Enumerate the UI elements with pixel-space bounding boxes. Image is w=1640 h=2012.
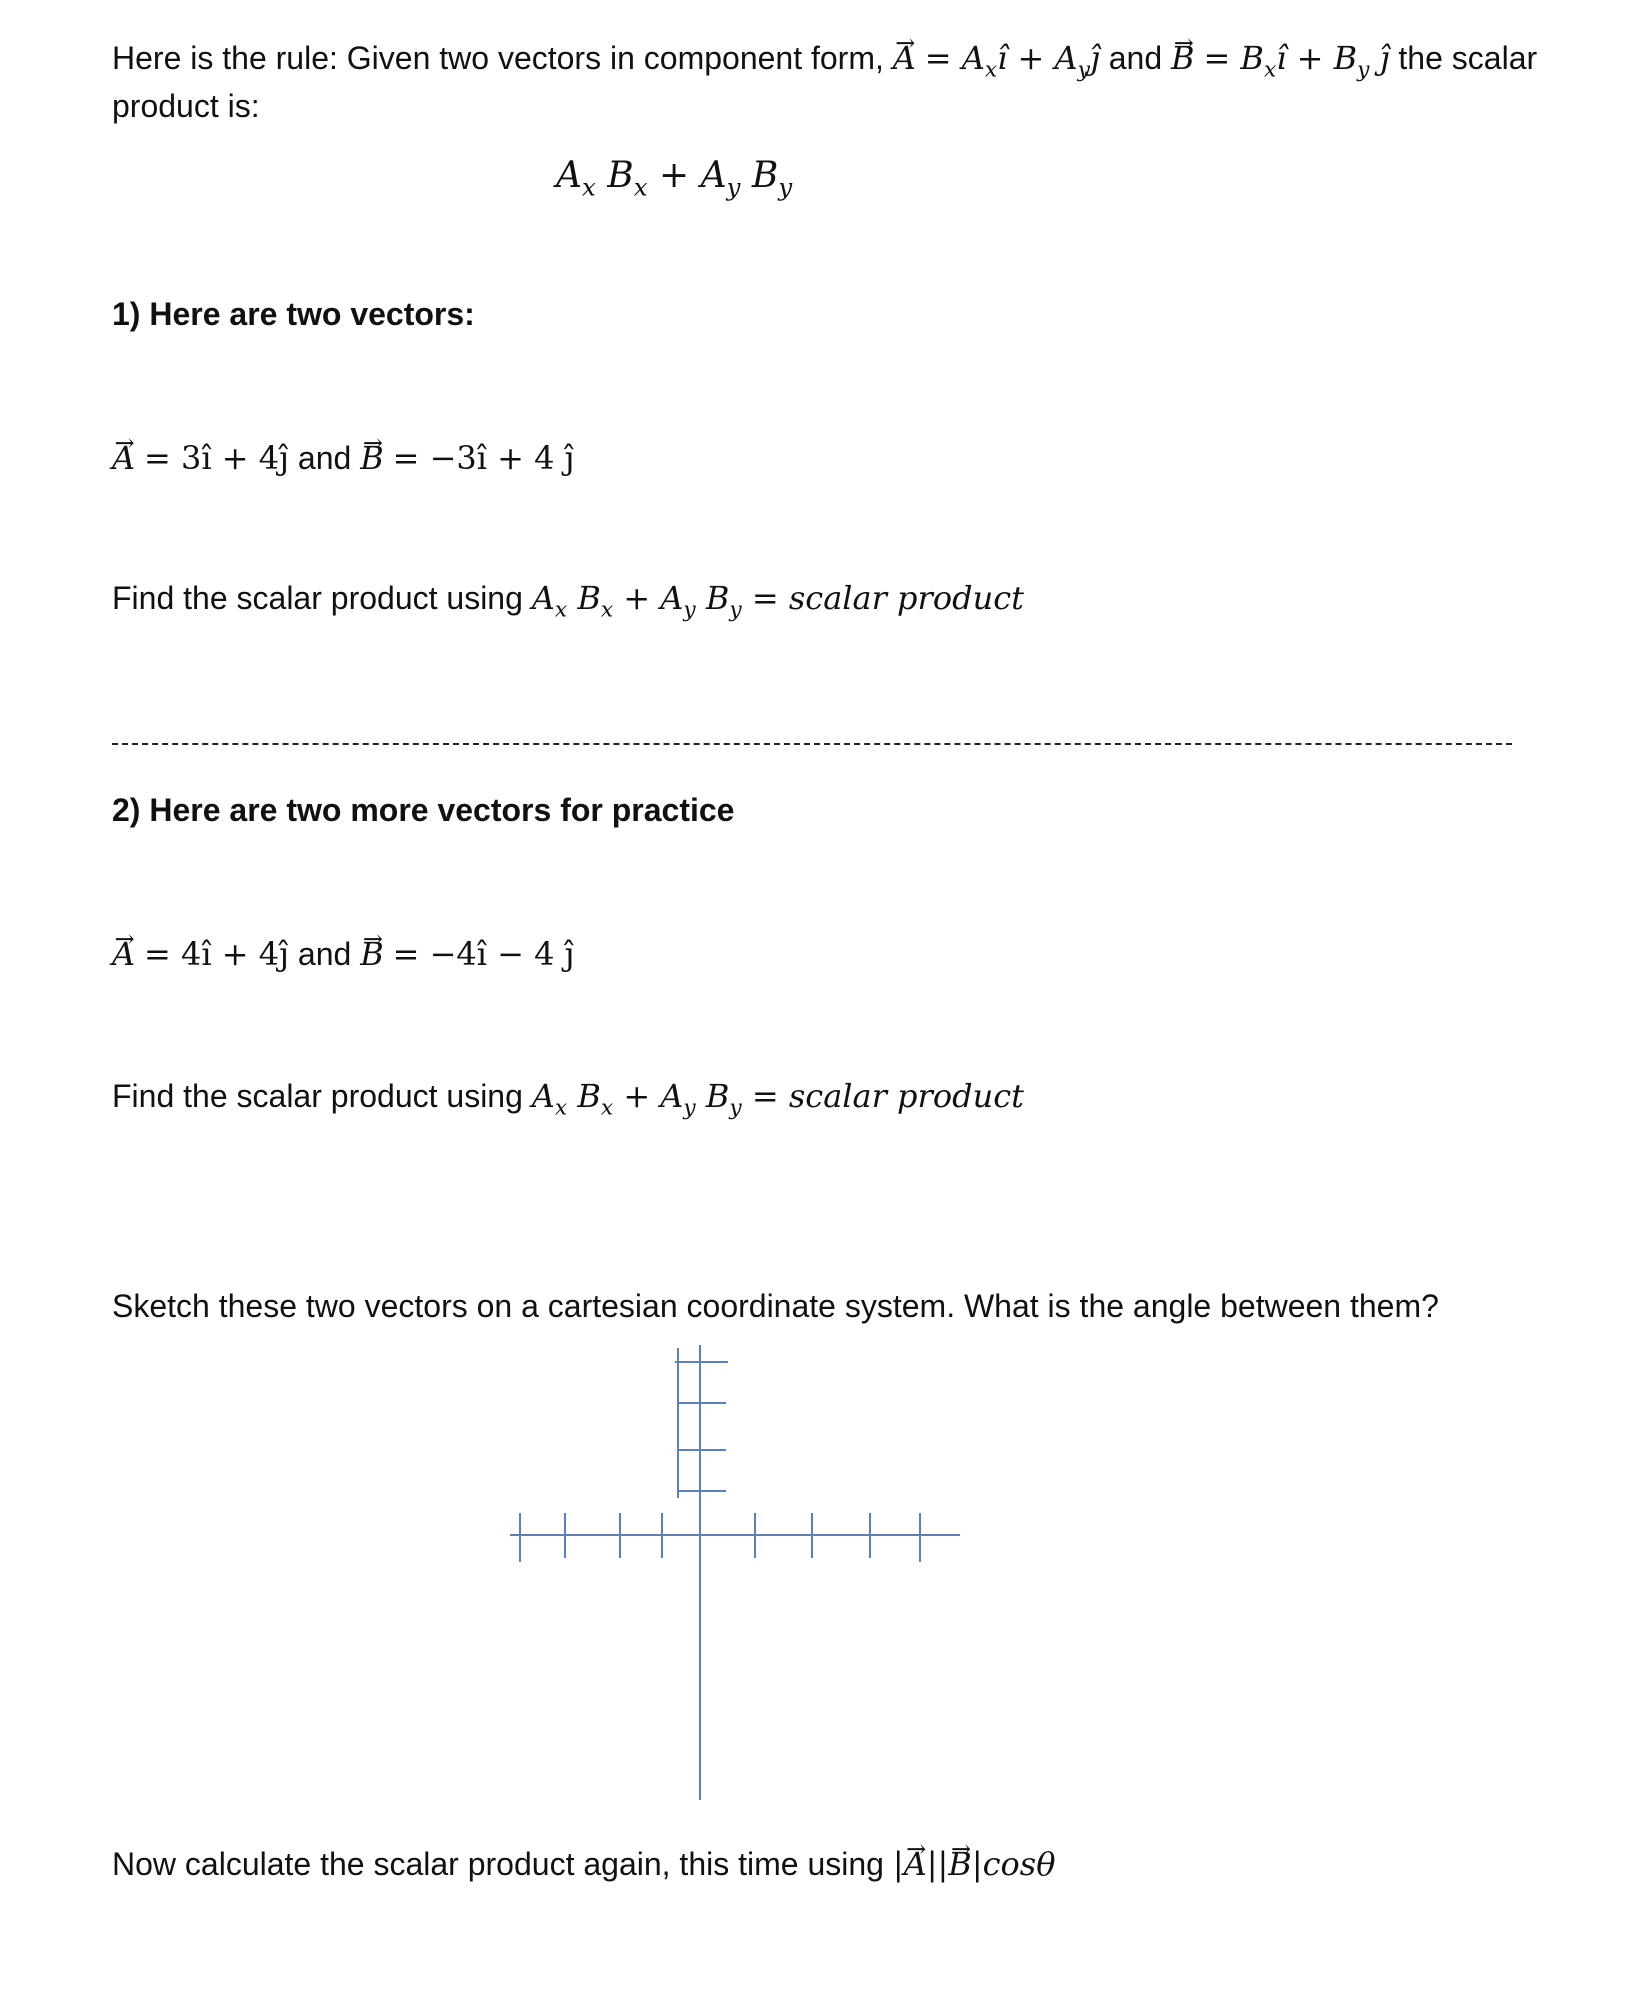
q1-heading: 1) Here are two vectors: [112, 296, 475, 332]
q1-find-line: Find the scalar product using $A_x$ $B_x + A_y$ $B_y$ = scalar product [112, 579, 1024, 623]
q1-B-expression: = −3î + 4 ĵ [392, 439, 575, 477]
scalar-product-formula: $A_x$ $B_x + A_y$ $B_y$ [556, 155, 793, 202]
q2-vectors: A → = 4î + 4ĵ and B → = −4î − 4 ĵ [112, 930, 575, 978]
rule-and: and [1108, 40, 1163, 76]
q2-heading: 2) Here are two more vectors for practice [112, 792, 735, 828]
rule-line-1: Here is the rule: Given two vectors in component form, A → = $A_xî$ + $A_yĵ$ and B → = $B_xî + B_y$ ĵ the scalar [112, 34, 1537, 82]
cos-theta: cosθ [982, 1845, 1056, 1883]
q2-result-text: = scalar product [751, 1077, 1024, 1115]
q2-A-expression: = 4î + 4ĵ [144, 935, 290, 973]
section-divider [112, 743, 1512, 745]
rule-line-2: product is: [112, 88, 260, 124]
q1-result-text: = scalar product [751, 579, 1024, 617]
vector-A-symbol: A → [893, 34, 916, 82]
rule-intro: Here is the rule: Given two vectors in component form, [112, 40, 884, 76]
q1-A-expression: = 3î + 4ĵ [144, 439, 290, 477]
cartesian-axes [500, 1340, 980, 1810]
rule-the-scalar: the scalar [1398, 40, 1538, 76]
q2-B-expression: = −4î − 4 ĵ [392, 935, 575, 973]
vector-B-symbol: B → [1171, 34, 1195, 82]
q2-find-line: Find the scalar product using $A_x$ $B_x + A_y$ $B_y$ = scalar product [112, 1077, 1024, 1121]
sketch-instruction: Sketch these two vectors on a cartesian coordinate system. What is the angle between them? [112, 1288, 1439, 1324]
now-calc-line: Now calculate the scalar product again, this time using |A →||B →|cosθ [112, 1840, 1055, 1888]
q1-vectors: A → = 3î + 4ĵ and B → = −3î + 4 ĵ [112, 434, 575, 482]
